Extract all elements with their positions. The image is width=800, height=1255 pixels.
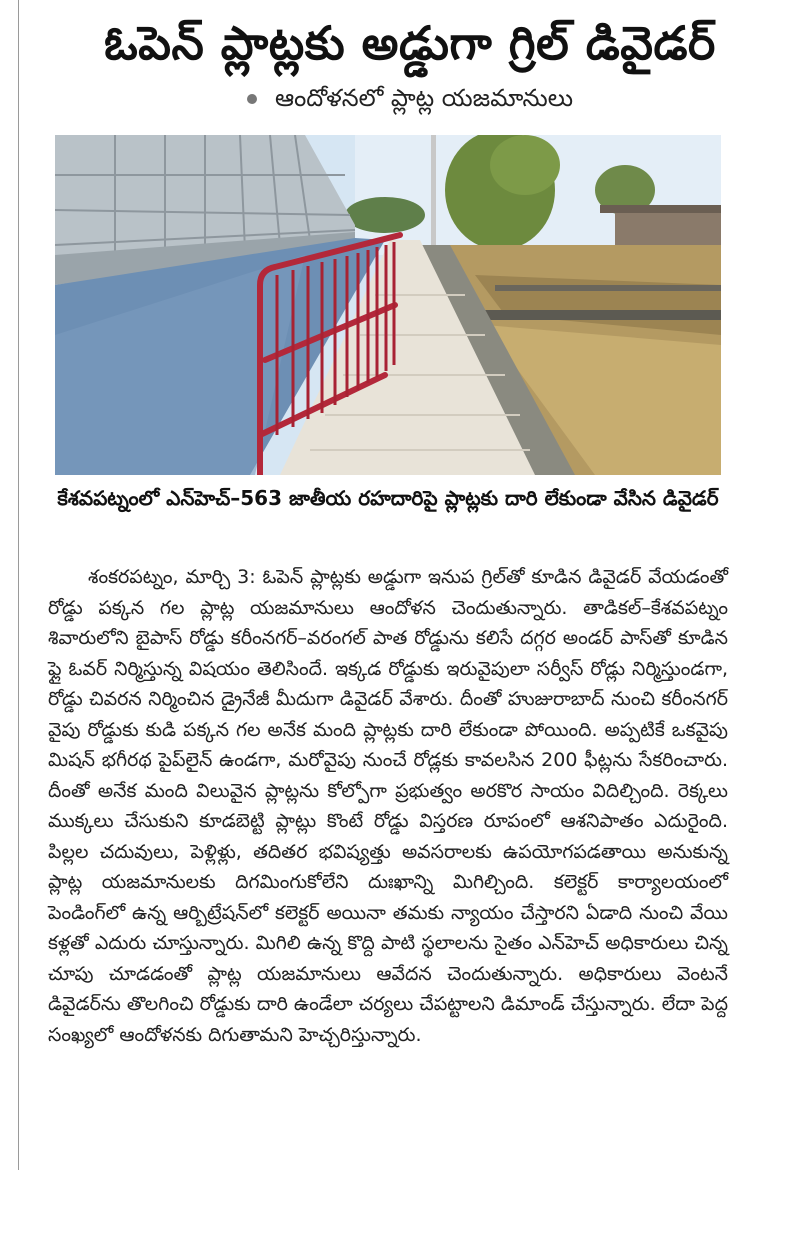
subhead-text: ఆందోళనలో ప్లాట్ల యజమానులు — [274, 84, 574, 112]
news-photo — [55, 135, 721, 475]
article-subhead — [40, 80, 780, 116]
column-rule — [18, 0, 19, 1170]
bullet-dot-icon — [247, 94, 257, 104]
article-headline: ఓపెన్ ప్లాట్లకు అడ్డుగా గ్రిల్ డివైడర్ — [104, 16, 716, 70]
photo-caption: కేశవపట్నంలో ఎన్‌హెచ్–563 జాతీయ రహదారిపై ప్లాట్లకు దారి లేకుండా వేసిన డివైడర్ — [57, 486, 719, 510]
article-body: శంకరపట్నం, మార్చి 3: ఓపెన్ ప్లాట్లకు అడ్డుగా ఇనుప గ్రిల్‌తో కూడిన డివైడర్ వేయడంతో రోడ్డు పక్కన గల ప్లాట్ల యజమానులు ఆందోళన చెందుతున్నారు. తాడికల్–కేశవపట్నం శివారులోని బైపాస్ రోడ్డు కరీంనగర్–వరంగల్ పాత రోడ్డును కలిసే దగ్గర అండర్ పాస్‌తో కూడిన ఫ్లై ఓవర్ నిర్మిస్తున్న విషయం తెలిసిందే. ఇక్కడ రోడ్డుకు ఇరువైపులా సర్వీస్ రోడ్లు నిర్మిస్తుండగా, రోడ్డు చివరన నిర్మించిన డ్రైనేజీ మీదుగా డివైడర్ వేశారు. దీంతో హుజురాబాద్ నుంచి కరీంనగర్ వైపు రోడ్డుకు కుడి పక్కన గల అనేక మంది ప్లాట్లకు దారి లేకుండా పోయింది. అప్పటికే ఒకవైపు మిషన్ భగీరథ పైప్‌లైన్ ఉండగా, మరోవైపు నుంచే రోడ్లకు కావలసిన 200 ఫీట్లను సేకరించారు. దీంతో అనేక మంది విలువైన ప్లాట్లను కోల్పోగా ప్రభుత్వం అరకొర సాయం విదిల్చింది. రెక్కలు ముక్కలు చేసుకుని కూడబెట్టి ప్లాట్లు కొంటే రోడ్డు విస్తరణ రూపంలో ఆశనిపాతం ఎదురైంది. పిల్లల చదువులు, పెళ్లిళ్లు, తదితర భవిష్యత్తు అవసరాలకు ఉపయోగపడతాయి అనుకున్న ప్లాట్ల యజమానులకు దిగమింగుకోలేని దుఃఖాన్ని మిగిల్చింది. కలెక్టర్ కార్యాలయంలో పెండింగ్‌లో ఉన్న ఆర్బిట్రేషన్‌లో కలెక్టర్ అయినా తమకు న్యాయం చేస్తారని ఏడాది నుంచి వేయి కళ్లతో ఎదురు చూస్తున్నారు. మిగిలి ఉన్న కొద్ది పాటి స్థలాలను సైతం ఎన్‌హెచ్ అధికారులు చిన్న చూపు చూడడంతో ప్లాట్ల యజమానులు ఆవేదన చెందుతున్నారు. అధికారులు వెంటనే డివైడర్‌ను తొలగించి రోడ్డుకు దారి ఉండేలా చర్యలు చేపట్టాలని డిమాండ్ చేస్తున్నారు. లేదా పెద్ద సంఖ్యలో ఆందోళనకు దిగుతామని హెచ్చరిస్తున్నారు. — [48, 566, 728, 1046]
